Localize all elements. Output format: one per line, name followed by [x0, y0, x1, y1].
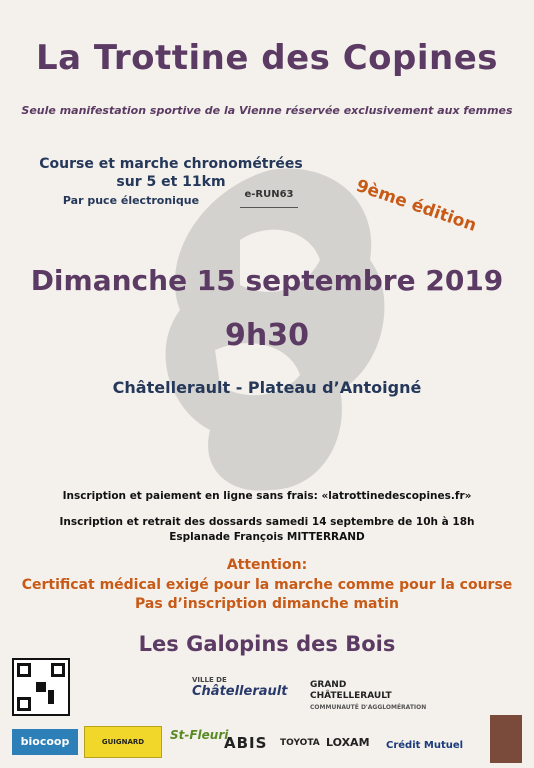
grand-chatellerault-logo	[310, 680, 426, 713]
qr-code[interactable]	[12, 658, 70, 716]
chatellerault-logo	[192, 676, 287, 699]
organizer-name: Les Galopins des Bois	[138, 632, 396, 656]
st-fleuri-logo: St-Fleuri	[170, 728, 229, 742]
edition-label: 9ème édition	[353, 176, 479, 236]
registration-online-text: Inscription et paiement en ligne sans frais: «latrottinedescopines.fr»	[62, 490, 472, 502]
biocoop-logo: biocoop	[12, 729, 78, 755]
course-line-1: Course et marche chronométrées	[39, 156, 303, 172]
guignard-logo: GUIGNARD	[84, 726, 162, 758]
course-line-3: Par puce électronique	[62, 194, 200, 207]
erun-logo: e-RUN63	[240, 189, 298, 208]
event-time: 9h30	[225, 318, 309, 353]
credit-mutuel-logo: Crédit Mutuel	[386, 740, 464, 751]
registration-bib-text: Inscription et retrait des dossards samedi 14 septembre de 10h à 18h	[59, 516, 475, 528]
grand-chatellerault-line1: GRAND	[310, 680, 347, 690]
no-registration-text: Pas d’inscription dimanche matin	[135, 596, 399, 612]
toyota-logo: TOYOTA	[280, 738, 320, 748]
loxam-logo: LOXAM	[326, 736, 370, 749]
course-line-2: sur 5 et 11km	[116, 174, 226, 190]
chatellerault-logo-text: Châtellerault	[192, 684, 288, 699]
abis-logo: ABIS	[224, 734, 268, 752]
attention-heading: Attention:	[226, 557, 308, 573]
subtitle: Seule manifestation sportive de la Vienne réservée exclusivement aux femmes	[21, 104, 513, 117]
grand-chatellerault-line2: CHÂTELLERAULT	[310, 691, 392, 701]
event-location: Châtellerault - Plateau d’Antoigné	[112, 378, 422, 397]
event-date: Dimanche 15 septembre 2019	[30, 264, 504, 297]
page-title: La Trottine des Copines	[35, 38, 499, 78]
brown-sponsor-logo	[490, 715, 522, 763]
grand-chatellerault-sub: COMMUNAUTÉ D'AGGLOMÉRATION	[310, 704, 427, 711]
chatellerault-logo-sub: VILLE DE	[192, 676, 227, 684]
registration-place-text: Esplanade François MITTERRAND	[169, 531, 365, 543]
medical-certificate-text: Certificat médical exigé pour la marche comme pour la course	[21, 577, 513, 593]
